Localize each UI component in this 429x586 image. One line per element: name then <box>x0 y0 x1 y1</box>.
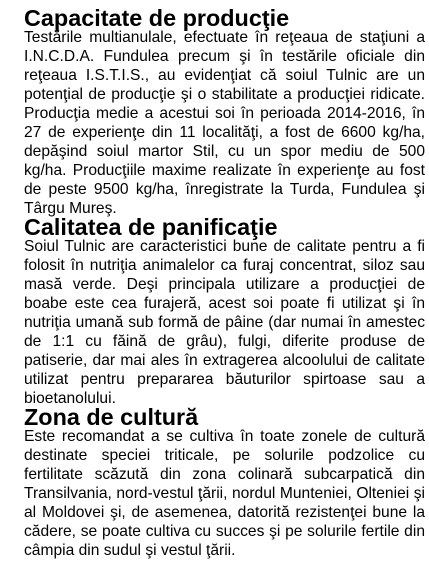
section-production-capacity <box>24 5 425 218</box>
document-page <box>24 5 425 560</box>
section-paragraph: Testările multianulale, efectuate în reţeaua de staţiuni a I.N.C.D.A. Fundulea precum şi în testările oficiale din reţeaua I.S.T.I.S., au evidenţiat că soiul Tulnic are un potenţial de producţie şi o stabilitate a producţiei ridicate. Producţia medie a acestui soi în perioada 2014-2016, în 27 de experienţe din 11 localităţi, a fost de 6600 kg/ha, depăşind soiul martor Stil, cu un spor mediu de 500 kg/ha. Producţiile maxime realizate în experienţe au fost de peste 9500 kg/ha, înregistrate la Turda, Fundulea şi Târgu Mureş. <box>24 29 425 217</box>
section-cultivation-zone <box>24 404 425 560</box>
section-baking-quality <box>24 214 425 408</box>
section-heading: Zona de cultură <box>24 404 199 430</box>
section-heading: Capacitate de producţie <box>24 5 290 31</box>
section-heading: Calitatea de panificaţie <box>24 214 278 240</box>
section-paragraph: Este recomandat a se cultiva în toate zonele de cultură destinate speciei triticale, pe solurile podzolice cu fertilitate scăzută din zona colinară subcarpatică din Transilvania, nord-vestul ţării, nordul Munteniei, Olteniei şi al Moldovei şi, de asemenea, datorită rezistenţei bune la cădere, se poate cultiva cu succes şi pe solurile fertile din câmpia din sudul şi vestul ţării. <box>24 428 425 559</box>
section-paragraph: Soiul Tulnic are caracteristici bune de calitate pentru a fi folosit în nutriţia animalelor ca furaj concentrat, siloz sau masă verde. Deşi principala utilizare a producţiei de boabe este cea furajeră, acest soi poate fi utilizat şi în nutriţia umană sub formă de pâine (dar numai în amestec de 1:1 cu făină de grâu), fulgi, diferite produse de patiserie, dar mai ales în extragerea alcoolului de calitate utilizat pentru prepararea băuturilor spirtoase sau a bioetanolului. <box>24 238 425 407</box>
